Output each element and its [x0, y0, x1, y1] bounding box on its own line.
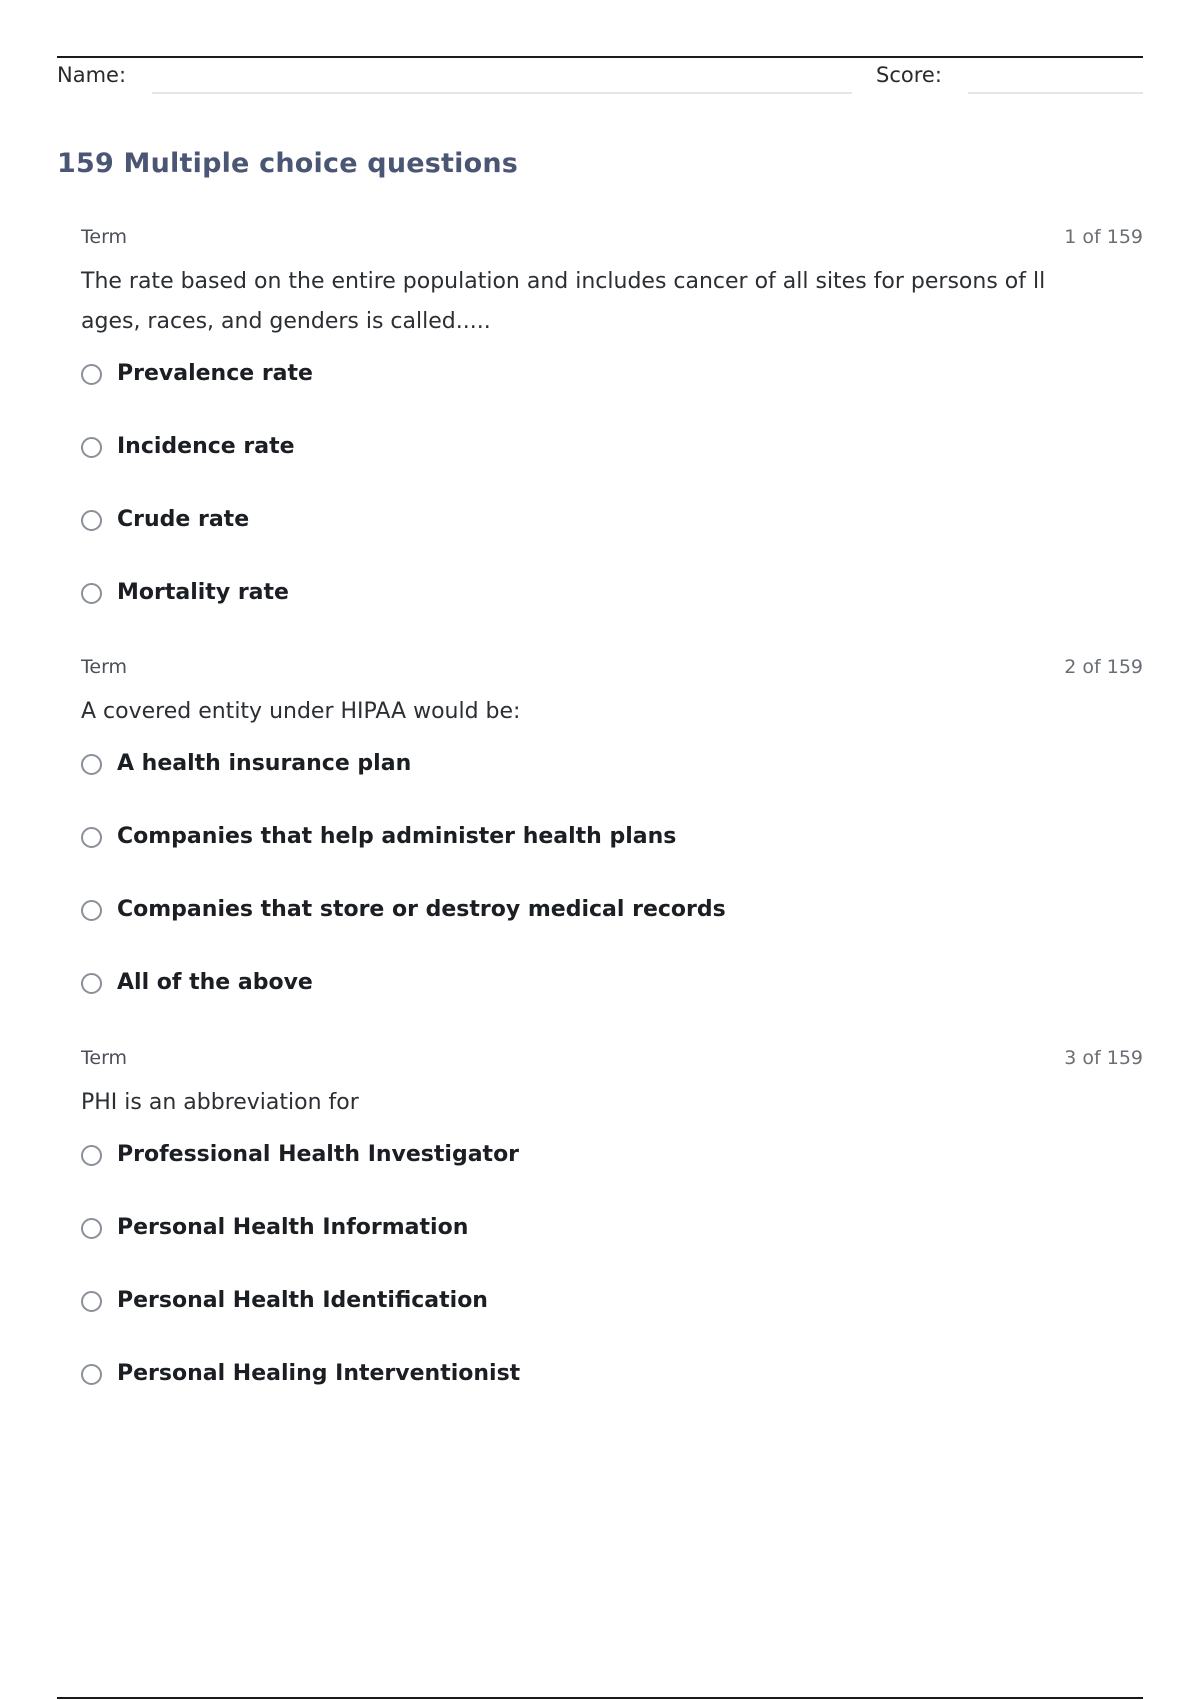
question-counter: 1 of 159: [1064, 226, 1143, 248]
option-label: Personal Health Identification: [117, 1288, 488, 1313]
option-label: Personal Healing Interventionist: [117, 1361, 521, 1386]
answer-option[interactable]: [81, 1279, 1143, 1352]
answer-option[interactable]: [81, 498, 1143, 571]
option-label: Professional Health Investigator: [117, 1142, 520, 1167]
radio-button-icon[interactable]: [81, 900, 102, 921]
answer-option[interactable]: [81, 425, 1143, 498]
radio-button-icon[interactable]: [81, 1364, 102, 1385]
option-list: [81, 352, 1143, 644]
question-prompt: PHI is an abbreviation for: [81, 1090, 359, 1115]
radio-button-icon[interactable]: [81, 437, 102, 458]
radio-button-icon[interactable]: [81, 1291, 102, 1312]
option-list: [81, 1133, 1143, 1425]
score-field[interactable]: [968, 92, 1143, 94]
radio-button-icon[interactable]: [81, 583, 102, 604]
answer-option[interactable]: [81, 352, 1143, 425]
option-label: Companies that help administer health plans: [117, 824, 677, 849]
radio-button-icon[interactable]: [81, 973, 102, 994]
option-label: Prevalence rate: [117, 361, 313, 386]
option-label: All of the above: [117, 970, 313, 995]
answer-option[interactable]: [81, 742, 1143, 815]
question-counter: 3 of 159: [1064, 1047, 1143, 1069]
bottom-rule: [57, 1697, 1143, 1699]
question-2: [81, 656, 1143, 1034]
score-label: Score:: [876, 63, 942, 87]
question-prompt: A covered entity under HIPAA would be:: [81, 699, 521, 724]
section-title: 159 Multiple choice questions: [57, 148, 519, 179]
question-kind: Term: [81, 656, 128, 678]
radio-button-icon[interactable]: [81, 827, 102, 848]
option-label: Crude rate: [117, 507, 250, 532]
answer-option[interactable]: [81, 1352, 1143, 1425]
question-counter: 2 of 159: [1064, 656, 1143, 678]
option-label: Companies that store or destroy medical records: [117, 897, 726, 922]
radio-button-icon[interactable]: [81, 1145, 102, 1166]
radio-button-icon[interactable]: [81, 510, 102, 531]
option-label: Incidence rate: [117, 434, 295, 459]
question-kind: Term: [81, 226, 128, 248]
name-label: Name:: [57, 63, 127, 87]
radio-button-icon[interactable]: [81, 364, 102, 385]
answer-option[interactable]: [81, 815, 1143, 888]
question-1: [81, 226, 1143, 644]
question-kind: Term: [81, 1047, 128, 1069]
option-list: [81, 742, 1143, 1034]
answer-option[interactable]: [81, 1206, 1143, 1279]
radio-button-icon[interactable]: [81, 1218, 102, 1239]
answer-option[interactable]: [81, 1133, 1143, 1206]
option-label: Personal Health Information: [117, 1215, 469, 1240]
question-3: [81, 1047, 1143, 1425]
radio-button-icon[interactable]: [81, 754, 102, 775]
answer-option[interactable]: [81, 888, 1143, 961]
answer-option[interactable]: [81, 571, 1143, 644]
option-label: A health insurance plan: [117, 751, 412, 776]
question-prompt: The rate based on the entire population and includes cancer of all sites for persons of ll ages, races, and genders is called.....: [81, 269, 1046, 334]
option-label: Mortality rate: [117, 580, 289, 605]
top-rule: [57, 56, 1143, 58]
name-field[interactable]: [152, 92, 852, 94]
answer-option[interactable]: [81, 961, 1143, 1034]
